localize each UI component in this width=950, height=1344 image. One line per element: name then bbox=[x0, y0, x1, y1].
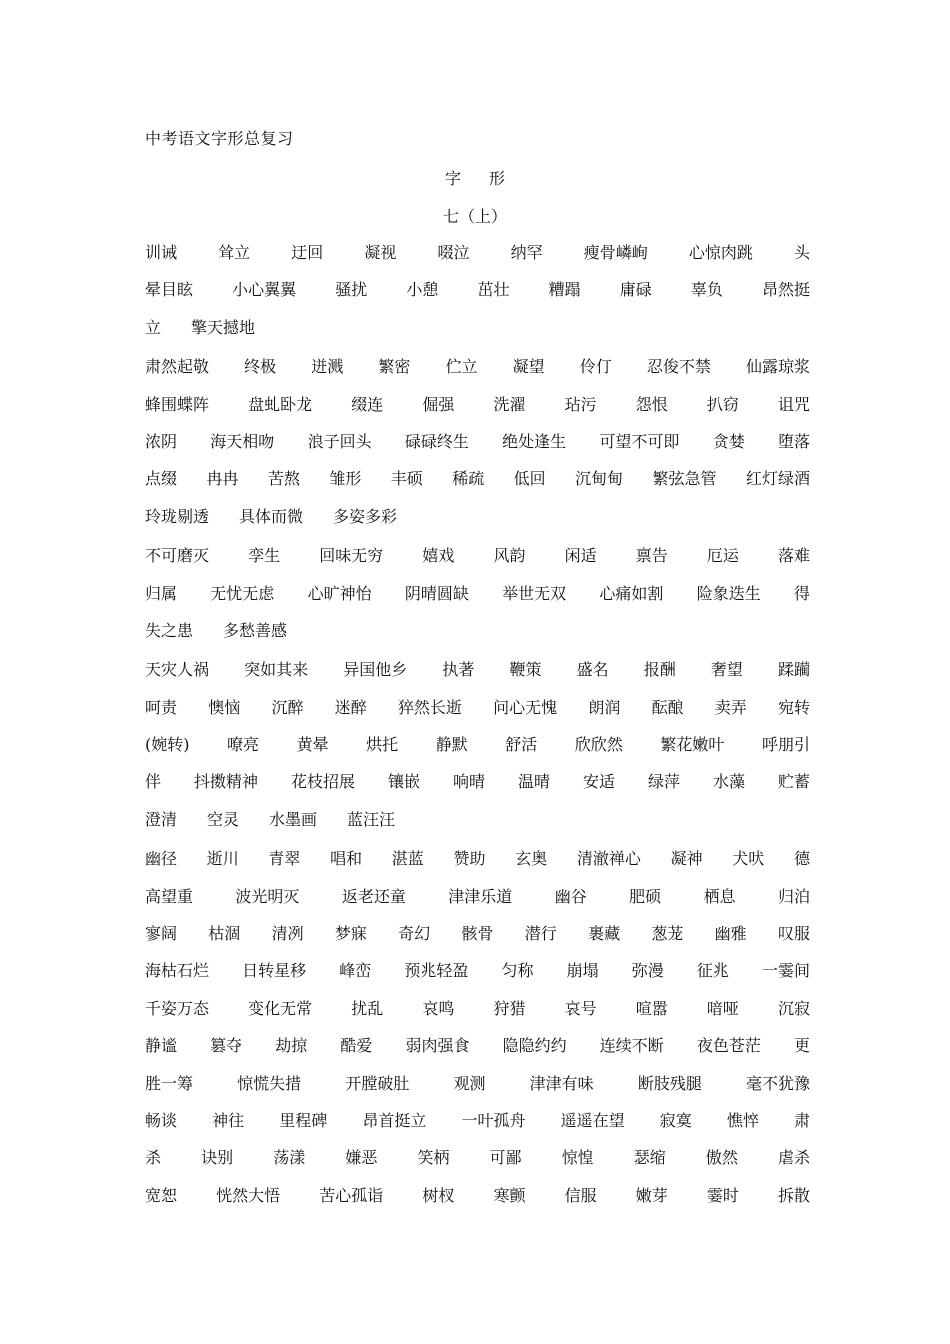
vocab-word: 波光明灭 bbox=[235, 886, 300, 906]
vocab-paragraph bbox=[145, 660, 815, 847]
vocab-word: 凝望 bbox=[512, 357, 545, 377]
vocab-word: 舒活 bbox=[505, 735, 538, 755]
vocab-word: 丰硕 bbox=[390, 469, 423, 489]
heading-char: 字 bbox=[444, 169, 461, 188]
vocab-word: 迷醉 bbox=[334, 697, 367, 717]
vocab-word: 多姿多彩 bbox=[333, 506, 398, 526]
vocab-word: 海枯石烂 bbox=[145, 961, 210, 981]
vocab-line bbox=[145, 887, 815, 924]
vocab-word: 花枝招展 bbox=[290, 772, 355, 792]
vocab-word: 葱茏 bbox=[651, 924, 684, 944]
vocab-word: 欣欣然 bbox=[574, 735, 623, 755]
vocab-word: 沉醉 bbox=[271, 697, 304, 717]
vocab-word: 树杈 bbox=[422, 1185, 455, 1205]
vocab-word: 贮蓄 bbox=[777, 772, 810, 792]
vocab-line bbox=[145, 1036, 815, 1073]
vocab-line bbox=[145, 772, 815, 809]
vocab-word: 夜色苍茫 bbox=[696, 1036, 761, 1056]
vocab-word: 擎天撼地 bbox=[191, 317, 256, 337]
vocab-word: 虐杀 bbox=[777, 1148, 810, 1168]
vocab-word: 嫌恶 bbox=[345, 1148, 378, 1168]
vocab-word: 弥漫 bbox=[631, 961, 664, 981]
vocab-word: 峰峦 bbox=[339, 961, 372, 981]
vocab-word: 霎时 bbox=[706, 1185, 739, 1205]
vocab-word: 凝视 bbox=[364, 243, 397, 262]
vocab-word: 遥遥在望 bbox=[560, 1110, 625, 1130]
vocab-word: 匀称 bbox=[501, 961, 534, 981]
vocab-word: 憔悴 bbox=[726, 1110, 759, 1130]
vocab-word: 禀告 bbox=[635, 546, 668, 566]
vocab-word: 问心无愧 bbox=[493, 697, 558, 717]
vocab-word: 呼朋引 bbox=[761, 735, 810, 755]
vocab-word: 里程碑 bbox=[279, 1110, 328, 1130]
vocab-word: 高望重 bbox=[145, 886, 194, 906]
vocab-word: 仙露琼浆 bbox=[745, 357, 810, 377]
vocab-line bbox=[145, 318, 815, 355]
vocab-word: 傲然 bbox=[705, 1148, 738, 1168]
vocab-word: 雏形 bbox=[329, 469, 362, 489]
vocab-word: 迂回 bbox=[291, 243, 324, 262]
vocab-word: 忍俊不禁 bbox=[646, 357, 711, 377]
vocab-word: 凝神 bbox=[670, 849, 703, 869]
vocab-word: 纳罕 bbox=[510, 243, 543, 262]
vocab-word: 畅谈 bbox=[145, 1110, 178, 1130]
vocab-word: 玲珑剔透 bbox=[145, 506, 210, 526]
vocab-word: 鞭策 bbox=[509, 660, 542, 680]
vocab-word: 绝处逢生 bbox=[502, 431, 567, 451]
vocab-word: 嘹亮 bbox=[227, 735, 260, 755]
vocab-word: 立 bbox=[145, 317, 162, 337]
vocab-word: 瘦骨嶙峋 bbox=[583, 243, 648, 262]
vocab-word: 绿萍 bbox=[647, 772, 680, 792]
vocab-word: 稀疏 bbox=[452, 469, 485, 489]
vocab-word: 狩猎 bbox=[493, 998, 526, 1018]
vocab-word: 茁壮 bbox=[477, 280, 510, 300]
vocab-word: 心痛如割 bbox=[599, 583, 664, 603]
vocab-word: 水藻 bbox=[712, 772, 745, 792]
vocab-word: 海天相吻 bbox=[210, 431, 275, 451]
vocab-word: 千姿万态 bbox=[145, 998, 210, 1018]
vocab-word: 空灵 bbox=[207, 809, 240, 829]
vocab-word: 寂寞 bbox=[659, 1110, 692, 1130]
vocab-word: 诅咒 bbox=[777, 394, 810, 414]
vocab-word: 迸溅 bbox=[311, 357, 344, 377]
vocab-word: 抖擞精神 bbox=[193, 772, 258, 792]
vocab-word: 心惊肉跳 bbox=[688, 243, 753, 262]
vocab-word: 昂然挺 bbox=[761, 280, 810, 300]
vocab-word: 酝酿 bbox=[651, 697, 684, 717]
document-title: 中考语文字形总复习 bbox=[145, 129, 294, 148]
vocab-paragraph bbox=[145, 849, 815, 1223]
vocab-word: 响晴 bbox=[452, 772, 485, 792]
vocab-word: 幽雅 bbox=[714, 924, 747, 944]
vocab-word: 水墨画 bbox=[269, 809, 318, 829]
vocab-word: 寒颤 bbox=[493, 1185, 526, 1205]
vocab-word: 幽谷 bbox=[554, 886, 587, 906]
vocab-line bbox=[145, 621, 815, 658]
vocab-word: 瑟缩 bbox=[633, 1148, 666, 1168]
vocab-word: 心旷神怡 bbox=[307, 583, 372, 603]
vocab-word: 昂首挺立 bbox=[362, 1110, 427, 1130]
vocab-word: 浓阴 bbox=[145, 431, 178, 451]
vocab-line bbox=[145, 924, 815, 961]
vocab-word: 执著 bbox=[442, 660, 475, 680]
vocab-word: 劫掠 bbox=[275, 1036, 308, 1056]
vocab-word: 骚扰 bbox=[335, 280, 368, 300]
vocab-line bbox=[145, 1074, 815, 1111]
vocab-word: 苦心孤诣 bbox=[319, 1185, 384, 1205]
vocab-word: 碌碌终生 bbox=[404, 431, 469, 451]
vocab-line bbox=[145, 469, 815, 506]
vocab-line bbox=[145, 1148, 815, 1185]
vocab-word: 苦熬 bbox=[267, 469, 300, 489]
vocab-paragraph bbox=[145, 243, 815, 355]
vocab-word: 肥硕 bbox=[629, 886, 662, 906]
vocab-word: 清澈禅心 bbox=[576, 849, 641, 869]
vocab-word: 信服 bbox=[564, 1185, 597, 1205]
vocab-line bbox=[145, 280, 815, 317]
vocab-line bbox=[145, 395, 815, 432]
vocab-line bbox=[145, 810, 815, 847]
vocab-word: 盛名 bbox=[576, 660, 609, 680]
vocab-word: 开膛破肚 bbox=[345, 1073, 410, 1093]
vocab-word: 繁弦急管 bbox=[652, 469, 717, 489]
vocab-word: 一叶孤舟 bbox=[461, 1110, 526, 1130]
vocab-word: 津津乐道 bbox=[448, 886, 513, 906]
vocab-word: 逝川 bbox=[206, 849, 239, 869]
vocab-word: 嬉戏 bbox=[422, 546, 455, 566]
vocab-word: 孪生 bbox=[248, 546, 281, 566]
vocab-word: 猝然长逝 bbox=[397, 697, 462, 717]
vocab-line bbox=[145, 507, 815, 544]
vocab-word: 盘虬卧龙 bbox=[248, 394, 313, 414]
vocab-word: 恍然大悟 bbox=[216, 1185, 281, 1205]
vocab-word: 伫立 bbox=[445, 357, 478, 377]
vocab-word: 呵责 bbox=[145, 697, 178, 717]
vocab-word: 冉冉 bbox=[206, 469, 239, 489]
vocab-word: 异国他乡 bbox=[343, 660, 408, 680]
vocab-word: 神往 bbox=[212, 1110, 245, 1130]
vocab-line bbox=[145, 584, 815, 621]
vocab-word: 诀别 bbox=[201, 1148, 234, 1168]
vocab-word: 闲适 bbox=[564, 546, 597, 566]
vocab-word: 天灾人祸 bbox=[145, 660, 210, 680]
vocab-word: 得 bbox=[793, 583, 810, 603]
vocab-word: 哀号 bbox=[564, 998, 597, 1018]
vocab-word: 堕落 bbox=[777, 431, 810, 451]
vocab-word: 一霎间 bbox=[761, 961, 810, 981]
vocab-word: 具体而微 bbox=[239, 506, 304, 526]
vocab-word: 可望不可即 bbox=[599, 431, 680, 451]
vocab-word: 小憩 bbox=[406, 280, 439, 300]
vocab-word: 蜂围蝶阵 bbox=[145, 394, 210, 414]
vocab-word: 津津有味 bbox=[529, 1073, 594, 1093]
vocab-word: 荡漾 bbox=[273, 1148, 306, 1168]
vocab-word: 宛转 bbox=[777, 697, 810, 717]
vocab-word: 隐隐约约 bbox=[502, 1036, 567, 1056]
vocab-word: 观测 bbox=[453, 1073, 486, 1093]
vocab-word: 伶仃 bbox=[579, 357, 612, 377]
vocab-word: 多愁善感 bbox=[223, 620, 288, 640]
vocab-word: 静谧 bbox=[145, 1036, 178, 1056]
vocab-word: 贪婪 bbox=[712, 431, 745, 451]
vocab-line bbox=[145, 432, 815, 469]
vocab-word: 叹服 bbox=[777, 924, 810, 944]
vocab-word: 静默 bbox=[435, 735, 468, 755]
vocab-word: 落难 bbox=[777, 546, 810, 566]
vocab-word: 低回 bbox=[513, 469, 546, 489]
vocab-word: 回味无穷 bbox=[319, 546, 384, 566]
vocab-word: 预兆轻盈 bbox=[404, 961, 469, 981]
vocab-word: 辜负 bbox=[690, 280, 723, 300]
vocab-word: 晕目眩 bbox=[145, 280, 194, 300]
vocab-word: 嫩芽 bbox=[635, 1185, 668, 1205]
vocab-word: 无忧无虑 bbox=[210, 583, 275, 603]
vocab-word: 哀鸣 bbox=[422, 998, 455, 1018]
vocab-word: 篡夺 bbox=[210, 1036, 243, 1056]
vocab-word: 更 bbox=[793, 1036, 810, 1056]
vocab-word: 险象迭生 bbox=[696, 583, 761, 603]
vocab-word: 可鄙 bbox=[489, 1148, 522, 1168]
vocab-line bbox=[145, 849, 815, 886]
vocab-word: 笑柄 bbox=[417, 1148, 450, 1168]
vocab-word: 宽恕 bbox=[145, 1185, 178, 1205]
vocab-word: 变化无常 bbox=[248, 998, 313, 1018]
vocab-word: 惊惶 bbox=[561, 1148, 594, 1168]
vocab-word: 返老还童 bbox=[341, 886, 406, 906]
vocab-word: 红灯绿酒 bbox=[745, 469, 810, 489]
vocab-word: 肃然起敬 bbox=[145, 357, 210, 377]
vocab-word: 风韵 bbox=[493, 546, 526, 566]
vocab-word: (婉转) bbox=[145, 735, 190, 755]
vocab-word: 繁密 bbox=[378, 357, 411, 377]
vocab-line bbox=[145, 660, 815, 697]
vocab-word: 举世无双 bbox=[502, 583, 567, 603]
vocab-line bbox=[145, 735, 815, 772]
vocab-word: 扒窃 bbox=[706, 394, 739, 414]
vocab-word: 洗濯 bbox=[493, 394, 526, 414]
vocab-word: 德 bbox=[793, 849, 810, 869]
vocab-word: 犬吠 bbox=[732, 849, 765, 869]
vocab-word: 镶嵌 bbox=[387, 772, 420, 792]
vocab-word: 卖弄 bbox=[714, 697, 747, 717]
vocab-line bbox=[145, 961, 815, 998]
vocab-word: 小心翼翼 bbox=[232, 280, 297, 300]
vocab-word: 蓝汪汪 bbox=[347, 809, 396, 829]
vocab-word: 栖息 bbox=[703, 886, 736, 906]
vocabulary-list bbox=[145, 243, 815, 1225]
vocab-word: 清冽 bbox=[271, 924, 304, 944]
vocab-paragraph bbox=[145, 546, 815, 658]
vocab-word: 杀 bbox=[145, 1148, 162, 1168]
vocab-word: 蹂躏 bbox=[777, 660, 810, 680]
vocab-word: 弱肉强食 bbox=[405, 1036, 470, 1056]
vocab-paragraph bbox=[145, 357, 815, 544]
vocab-word: 征兆 bbox=[696, 961, 729, 981]
vocab-word: 倔强 bbox=[422, 394, 455, 414]
vocab-word: 突如其来 bbox=[244, 660, 309, 680]
vocab-word: 归泊 bbox=[777, 886, 810, 906]
vocab-word: 连续不断 bbox=[599, 1036, 664, 1056]
vocab-word: 缀连 bbox=[351, 394, 384, 414]
vocab-word: 报酬 bbox=[643, 660, 676, 680]
vocab-word: 头 bbox=[793, 243, 810, 262]
vocab-word: 沉寂 bbox=[777, 998, 810, 1018]
vocab-word: 归属 bbox=[145, 583, 178, 603]
vocab-word: 奇幻 bbox=[398, 924, 431, 944]
section-heading: 七（上） bbox=[442, 207, 507, 226]
vocab-word: 日转星移 bbox=[242, 961, 307, 981]
vocab-line bbox=[145, 1186, 815, 1223]
vocab-word: 怨恨 bbox=[635, 394, 668, 414]
vocab-word: 浪子回头 bbox=[307, 431, 372, 451]
vocab-line bbox=[145, 357, 815, 394]
vocab-word: 点缀 bbox=[145, 469, 178, 489]
vocab-word: 骸骨 bbox=[461, 924, 494, 944]
vocab-word: 奢望 bbox=[710, 660, 743, 680]
vocab-word: 肃 bbox=[793, 1110, 810, 1130]
vocab-word: 澄清 bbox=[145, 809, 178, 829]
vocab-word: 朗润 bbox=[588, 697, 621, 717]
vocab-word: 寥阔 bbox=[145, 924, 178, 944]
vocab-word: 裹藏 bbox=[588, 924, 621, 944]
vocab-word: 懊恼 bbox=[208, 697, 241, 717]
vocab-word: 失之患 bbox=[145, 620, 194, 640]
vocab-word: 训诫 bbox=[145, 243, 178, 262]
vocab-word: 黄晕 bbox=[296, 735, 329, 755]
vocab-word: 喑哑 bbox=[706, 998, 739, 1018]
heading-char: 形 bbox=[489, 169, 506, 188]
vocab-word: 毫不犹豫 bbox=[745, 1073, 810, 1093]
vocab-word: 扰乱 bbox=[351, 998, 384, 1018]
vocab-word: 断肢残腿 bbox=[637, 1073, 702, 1093]
vocab-word: 沉甸甸 bbox=[575, 469, 624, 489]
vocab-line bbox=[145, 243, 815, 280]
vocab-word: 厄运 bbox=[706, 546, 739, 566]
vocab-word: 耸立 bbox=[218, 243, 251, 262]
vocab-word: 惊慌失措 bbox=[237, 1073, 302, 1093]
vocab-word: 喧嚣 bbox=[635, 998, 668, 1018]
vocab-word: 酷爱 bbox=[340, 1036, 373, 1056]
vocab-word: 唱和 bbox=[330, 849, 363, 869]
vocab-word: 崩塌 bbox=[566, 961, 599, 981]
vocab-word: 梦寐 bbox=[334, 924, 367, 944]
heading-zixing bbox=[0, 166, 950, 189]
vocab-word: 烘托 bbox=[366, 735, 399, 755]
vocab-word: 终极 bbox=[244, 357, 277, 377]
vocab-line bbox=[145, 1111, 815, 1148]
vocab-line bbox=[145, 999, 815, 1036]
vocab-word: 青翠 bbox=[268, 849, 301, 869]
vocab-word: 温晴 bbox=[517, 772, 550, 792]
vocab-word: 潜行 bbox=[524, 924, 557, 944]
vocab-word: 繁花嫩叶 bbox=[660, 735, 725, 755]
vocab-word: 不可磨灭 bbox=[145, 546, 210, 566]
vocab-word: 啜泣 bbox=[437, 243, 470, 262]
vocab-word: 伴 bbox=[145, 772, 162, 792]
vocab-word: 赞助 bbox=[453, 849, 486, 869]
vocab-word: 玷污 bbox=[564, 394, 597, 414]
vocab-word: 拆散 bbox=[777, 1185, 810, 1205]
vocab-word: 幽径 bbox=[145, 849, 178, 869]
vocab-word: 阴晴圆缺 bbox=[404, 583, 469, 603]
vocab-word: 胜一筹 bbox=[145, 1073, 194, 1093]
vocab-word: 庸碌 bbox=[619, 280, 652, 300]
vocab-word: 湛蓝 bbox=[391, 849, 424, 869]
vocab-word: 枯涸 bbox=[208, 924, 241, 944]
vocab-line bbox=[145, 546, 815, 583]
vocab-line bbox=[145, 698, 815, 735]
vocab-word: 安适 bbox=[582, 772, 615, 792]
vocab-word: 糟蹋 bbox=[548, 280, 581, 300]
vocab-word: 玄奥 bbox=[515, 849, 548, 869]
